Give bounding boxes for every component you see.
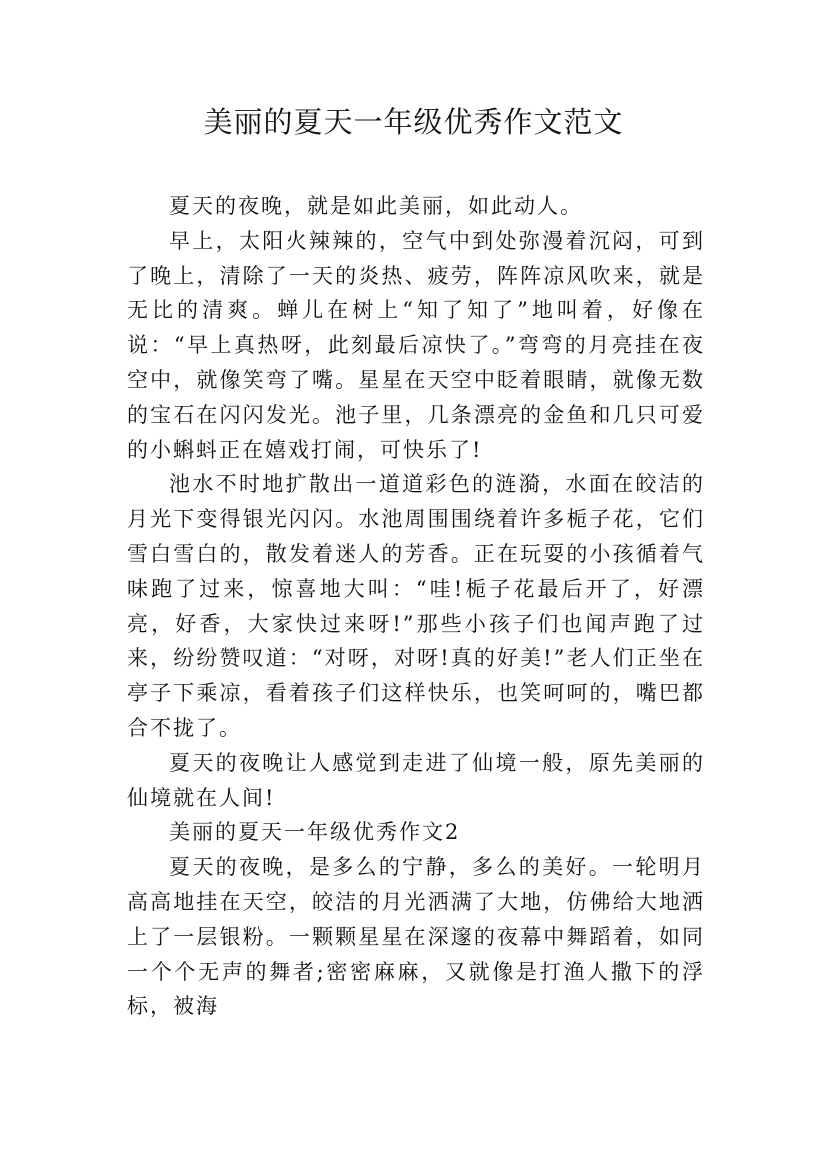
section-heading: 美丽的夏天一年级优秀作文2 xyxy=(169,820,461,845)
document-title: 美丽的夏天一年级优秀作文范文 xyxy=(203,105,624,139)
paragraph: 早上，太阳火辣辣的，空气中到处弥漫着沉闷，可到了晚上，清除了一天的炎热、疲劳，阵阵凉风吹来，就是无比的清爽。蝉儿在树上“知了知了”地叫着，好像在说：“早上真热呀，此刻最后凉快了。”弯弯的月亮挂在夜空中，就像笑弯了嘴。星星在天空中眨着眼睛，就像无数的宝石在闪闪发光。池子里，几条漂亮的金鱼和几只可爱的小蝌蚪正在嬉戏打闹，可快乐了! xyxy=(127,228,705,462)
paragraph: 夏天的夜晚，是多么的宁静，多么的美好。一轮明月高高地挂在天空，皎洁的月光洒满了大地，仿佛给大地洒上了一层银粉。一颗颗星星在深邃的夜幕中舞蹈着，如同一个个无声的舞者;密密麻麻，又就像是打渔人撒下的浮标，被海 xyxy=(127,855,705,1019)
paragraph: 夏天的夜晚让人感觉到走进了仙境一般，原先美丽的仙境就在人间! xyxy=(127,750,705,810)
document-body xyxy=(127,189,705,1024)
paragraph: 池水不时地扩散出一道道彩色的涟漪，水面在皎洁的月光下变得银光闪闪。水池周围围绕着许多栀子花，它们雪白雪白的，散发着迷人的芳香。正在玩耍的小孩循着气味跑了过来，惊喜地大叫：“哇!栀子花最后开了，好漂亮，好香，大家快过来呀!”那些小孩子们也闻声跑了过来，纷纷赞叹道：“对呀，对呀!真的好美!”老人们正坐在亭子下乘凉，看着孩子们这样快乐，也笑呵呵的，嘴巴都合不拢了。 xyxy=(127,472,705,740)
paragraph: 夏天的夜晚，就是如此美丽，如此动人。 xyxy=(169,194,583,218)
